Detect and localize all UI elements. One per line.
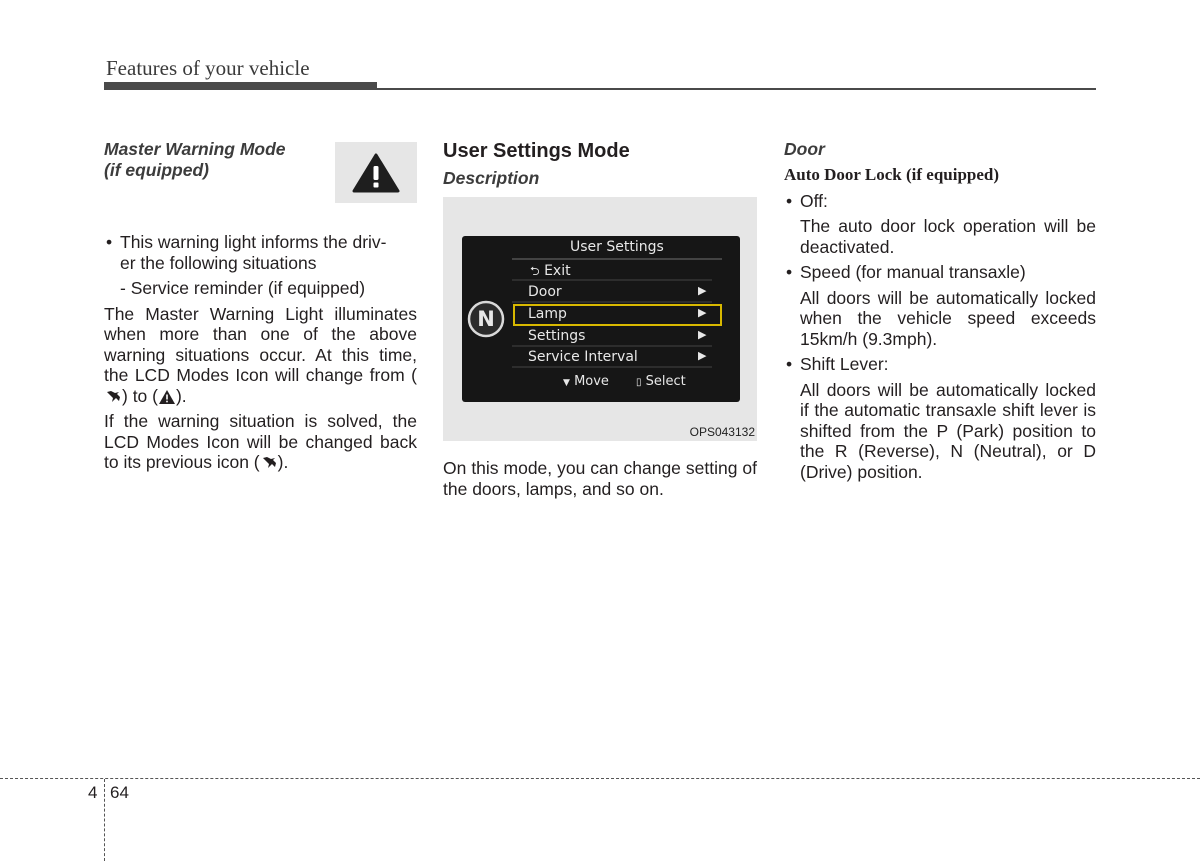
- door-item-shift-label: • Shift Lever:: [784, 354, 1096, 375]
- lcd-menu-exit[interactable]: ⮌ Exit: [530, 263, 571, 279]
- right-triangle-icon: ▶: [698, 349, 707, 362]
- column-user-settings: [443, 139, 757, 189]
- footer-divider: [104, 779, 105, 861]
- chapter-number: 4: [88, 783, 98, 802]
- right-triangle-icon: ▶: [698, 284, 707, 297]
- section-heading-master-warning: Master Warning Mode (if equipped): [104, 139, 286, 180]
- section-heading-user-settings: User Settings Mode: [443, 140, 630, 162]
- lcd-footer-move: ▼ Move: [563, 374, 609, 389]
- paragraph-warning-solved: If the warning situation is solved, the LCD Modes Icon will be changed back to its previous icon ( ).: [104, 411, 417, 472]
- door-item-speed-label: • Speed (for manual transaxle): [784, 262, 1096, 283]
- figure-caption: OPS043132: [689, 425, 755, 439]
- lcd-title: User Settings: [570, 239, 664, 255]
- bullet-warning-info: • This warning light informs the driv- er the following situations: [104, 232, 417, 273]
- page-number: 64: [110, 783, 129, 802]
- figure-lcd-user-settings: [443, 197, 757, 441]
- right-triangle-icon: ▶: [698, 306, 707, 319]
- wrench-icon: [260, 455, 278, 471]
- master-warning-icon-box: [335, 142, 417, 203]
- lcd-menu-settings[interactable]: Settings: [528, 328, 586, 344]
- subheading-auto-door-lock: Auto Door Lock (if equipped): [784, 164, 1000, 184]
- wrench-icon: [104, 389, 122, 405]
- master-warning-triangle-icon: [352, 153, 400, 193]
- header-rule-thin: [377, 88, 1096, 90]
- door-item-off-desc: The auto door lock operation will be deactivated.: [800, 216, 1096, 257]
- door-item-shift-desc: All doors will be automatically locked if the automatic transaxle shift lever is shifted from the P (Park) position to the R (Reverse), N (Neutral), or D (Drive) position.: [800, 379, 1096, 482]
- paragraph-master-warning-light: The Master Warning Light illuminates when more than one of the above warning situations occur. At this time, the LCD Modes Icon will change from () to ( ).: [104, 303, 417, 406]
- section-heading-door: Door: [784, 139, 825, 159]
- header-rule-thick: [104, 82, 377, 90]
- sub-item-service-reminder: - Service reminder (if equipped): [120, 278, 366, 298]
- column-door: [784, 139, 1096, 482]
- door-item-off-label: • Off:: [784, 191, 1096, 212]
- down-triangle-icon: ▼: [563, 378, 570, 388]
- back-arrow-icon: ⮌: [530, 264, 540, 278]
- subheading-description: Description: [443, 168, 540, 188]
- warning-triangle-icon: [158, 389, 176, 405]
- paragraph-user-settings: On this mode, you can change setting of the doors, lamps, and so on.: [443, 458, 757, 499]
- lcd-menu-service-interval[interactable]: Service Interval: [528, 349, 638, 365]
- gear-indicator: N: [477, 307, 495, 331]
- running-header: Features of your vehicle: [106, 56, 310, 80]
- footer-rule: [0, 778, 1200, 779]
- lcd-screen: [462, 236, 740, 402]
- door-item-speed-desc: All doors will be automatically locked when the vehicle speed exceeds 15km/h (9.3mph).: [800, 287, 1096, 349]
- lcd-menu-door[interactable]: Door: [528, 284, 562, 300]
- lcd-footer-select: ▯ Select: [636, 374, 686, 389]
- lcd-menu-lamp[interactable]: Lamp: [528, 306, 567, 322]
- select-button-icon: ▯: [636, 377, 642, 388]
- right-triangle-icon: ▶: [698, 328, 707, 341]
